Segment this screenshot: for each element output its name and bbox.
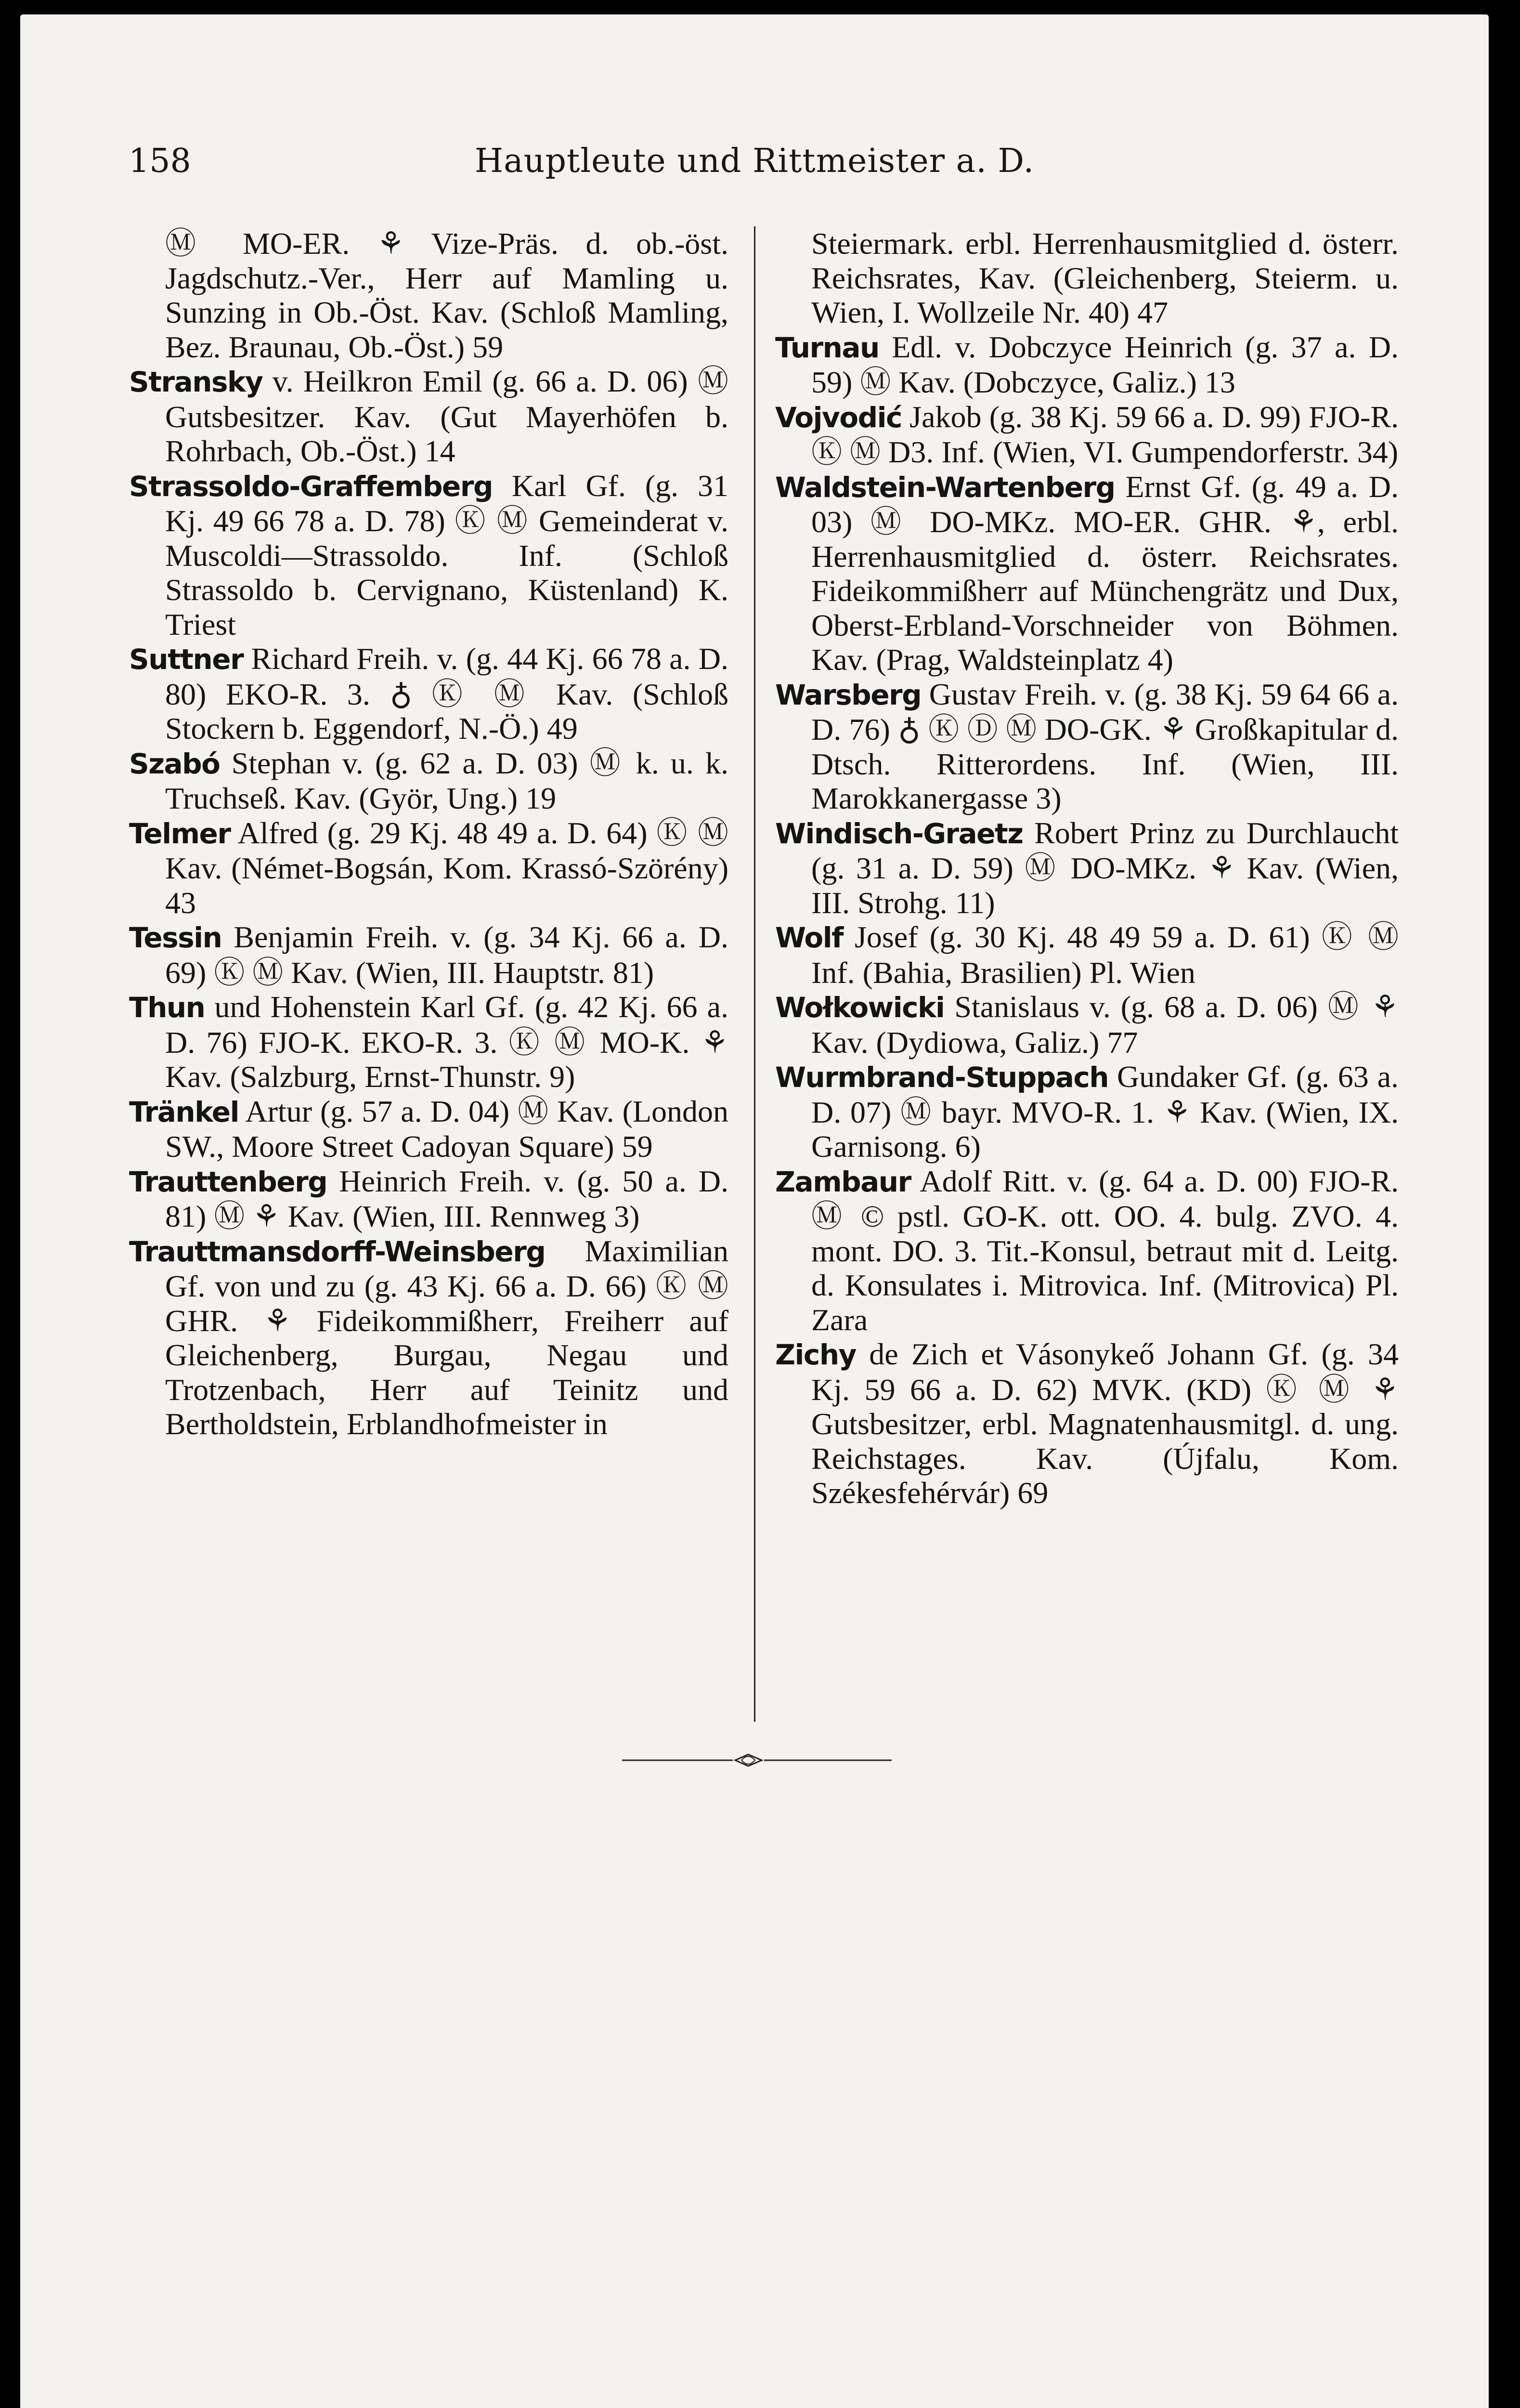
directory-entry [775, 400, 1399, 470]
entry-text: Heinrich Freih. v. (g. 50 a. D. 81) Ⓜ ⚘ Kav. (Wien, III. Rennweg 3) [165, 1164, 728, 1233]
directory-entry [775, 470, 1399, 677]
entry-text: Karl Gf. (g. 31 Kj. 49 66 78 a. D. 78) Ⓚ Ⓜ Gemeinderat v. Muscoldi—Strassoldo. Inf. (Schloß Strassoldo b. Cervignano, Küstenland) K. Triest [165, 468, 728, 641]
entry-surname: Szabó [129, 747, 220, 780]
end-ornament [622, 1751, 892, 1770]
directory-entry [129, 364, 728, 469]
entry-surname: Wołkowicki [775, 991, 945, 1024]
entry-surname: Turnau [775, 331, 879, 364]
entry-text: Ⓜ MO-ER. ⚘ Vize-Präs. d. ob.-öst. Jagdschutz.-Ver., Herr auf Mamling u. Sunzing in Ob.-Öst. Kav. (Schloß Mamling, Bez. Braunau, Ob.-Öst.) 59 [165, 226, 728, 364]
entry-surname: Windisch-Graetz [775, 817, 1023, 850]
left-column [129, 226, 728, 1441]
directory-entry [775, 1164, 1399, 1337]
entry-text: Gundaker Gf. (g. 63 a. D. 07) Ⓜ bayr. MVO-R. 1. ⚘ Kav. (Wien, IX. Garnisong. 6) [811, 1060, 1399, 1164]
entry-text: Stephan v. (g. 62 a. D. 03) Ⓜ k. u. k. Truchseß. Kav. (Györ, Ung.) 19 [165, 746, 728, 815]
column-divider [754, 226, 755, 1722]
entry-surname: Warsberg [775, 678, 922, 711]
entry-text: Alfred (g. 29 Kj. 48 49 a. D. 64) Ⓚ Ⓜ Kav. (Német-Bogsán, Kom. Krassó-Szörény) 43 [165, 815, 728, 920]
entry-surname: Trauttenberg [129, 1165, 327, 1198]
book-page [20, 14, 1489, 2408]
directory-entry [129, 469, 728, 642]
entry-text: de Zich et Vásonykeő Johann Gf. (g. 34 Kj. 59 66 a. D. 62) MVK. (KD) Ⓚ Ⓜ ⚘ Gutsbesitzer, erbl. Magnatenhausmitgl. d. ung. Reichstages. Kav. (Újfalu, Kom. Székesfehérvár) 69 [811, 1337, 1399, 1510]
directory-entry [129, 641, 728, 746]
directory-entry [775, 1337, 1399, 1510]
entry-text: Gustav Freih. v. (g. 38 Kj. 59 64 66 a. D. 76) ♁ Ⓚ Ⓓ Ⓜ DO-GK. ⚘ Großkapitular d. Dtsch. Ritterordens. Inf. (Wien, III. Marokkanergasse 3) [811, 677, 1399, 815]
directory-entry [129, 1234, 728, 1441]
entry-surname: Strassoldo-Graffemberg [129, 470, 493, 503]
directory-entry [129, 990, 728, 1094]
entry-surname: Tränkel [129, 1095, 239, 1128]
directory-entry [129, 1164, 728, 1234]
entry-text: Steiermark. erbl. Herrenhausmitglied d. österr. Reichsrates, Kav. (Gleichenberg, Steierm. u. Wien, I. Wollzeile Nr. 40) 47 [811, 226, 1399, 329]
entry-surname: Tessin [129, 921, 222, 954]
entry-text: Robert Prinz zu Durchlaucht (g. 31 a. D. 59) Ⓜ DO-MKz. ⚘ Kav. (Wien, III. Strohg. 11) [811, 815, 1399, 920]
entry-surname: Stransky [129, 366, 263, 398]
directory-entry [775, 990, 1399, 1060]
directory-entry [129, 746, 728, 816]
entry-text: Jakob (g. 38 Kj. 59 66 a. D. 99) FJO-R. Ⓚ Ⓜ D3. Inf. (Wien, VI. Gumpendorferstr. 34) [811, 399, 1399, 469]
entry-text: Ernst Gf. (g. 49 a. D. 03) Ⓜ DO-MKz. MO-ER. GHR. ⚘, erbl. Herrenhausmitglied d. österr. Reichsrates. Fideikommißherr auf Münchengrätz und Dux, Oberst-Erbland-Vorschneider von Böhmen. Kav. (Prag, Waldsteinplatz 4) [811, 469, 1399, 677]
right-column [775, 226, 1399, 1510]
entry-continuation [129, 226, 728, 364]
directory-entry [775, 330, 1399, 400]
entry-text: Adolf Ritt. v. (g. 64 a. D. 00) FJO-R. Ⓜ © pstl. GO-K. ott. OO. 4. bulg. ZVO. 4. mont. DO. 3. Tit.-Konsul, betraut mit d. Leitg. d. Konsulates i. Mitrovica. Inf. (Mitrovica) Pl. Zara [811, 1164, 1399, 1337]
page-number: 158 [129, 142, 191, 180]
entry-text: Josef (g. 30 Kj. 48 49 59 a. D. 61) Ⓚ Ⓜ Inf. (Bahia, Brasilien) Pl. Wien [811, 920, 1399, 990]
entry-text: Richard Freih. v. (g. 44 Kj. 66 78 a. D. 80) EKO-R. 3. ♁ Ⓚ Ⓜ Kav. (Schloß Stockern b. Eggendorf, N.-Ö.) 49 [165, 641, 728, 746]
directory-entry [775, 1060, 1399, 1164]
entry-surname: Zichy [775, 1338, 856, 1371]
directory-entry [775, 677, 1399, 816]
entry-text: Stanislaus v. (g. 68 a. D. 06) Ⓜ ⚘ Kav. (Dydiowa, Galiz.) 77 [811, 990, 1399, 1060]
directory-entry [129, 920, 728, 990]
entry-surname: Wolf [775, 921, 843, 954]
entry-text: Artur (g. 57 a. D. 04) Ⓜ Kav. (London SW., Moore Street Cadoyan Square) 59 [165, 1094, 728, 1164]
directory-entry [129, 816, 728, 920]
entry-surname: Trauttmansdorff-Weinsberg [129, 1235, 546, 1268]
entry-surname: Waldstein-Wartenberg [775, 471, 1115, 504]
entry-surname: Wurmbrand-Stuppach [775, 1061, 1109, 1094]
entry-surname: Zambaur [775, 1165, 911, 1198]
entry-text: Edl. v. Dobczyce Heinrich (g. 37 a. D. 59) Ⓜ Kav. (Dobczyce, Galiz.) 13 [811, 329, 1399, 399]
entry-surname: Telmer [129, 817, 231, 850]
entry-surname: Thun [129, 991, 205, 1024]
entry-surname: Vojvodić [775, 401, 902, 434]
directory-entry [775, 816, 1399, 920]
entry-text: Benjamin Freih. v. (g. 34 Kj. 66 a. D. 69) Ⓚ Ⓜ Kav. (Wien, III. Hauptstr. 81) [165, 920, 728, 990]
entry-text: v. Heilkron Emil (g. 66 a. D. 06) Ⓜ Gutsbesitzer. Kav. (Gut Mayerhöfen b. Rohrbach, Ob.-Öst.) 14 [165, 364, 728, 468]
entry-continuation [775, 226, 1399, 330]
directory-entry [129, 1094, 728, 1164]
directory-entry [775, 920, 1399, 990]
entry-text: Maximilian Gf. von und zu (g. 43 Kj. 66 a. D. 66) Ⓚ Ⓜ GHR. ⚘ Fideikommißherr, Freiherr auf Gleichenberg, Burgau, Negau und Trotzenbach, Herr auf Teinitz und Bertholdstein, Erblandhofmeister in [165, 1233, 728, 1441]
entry-surname: Suttner [129, 643, 244, 676]
entry-text: und Hohenstein Karl Gf. (g. 42 Kj. 66 a. D. 76) FJO-K. EKO-R. 3. Ⓚ Ⓜ MO-K. ⚘ Kav. (Salzburg, Ernst-Thunstr. 9) [165, 990, 728, 1094]
running-title: Hauptleute und Rittmeister a. D. [474, 142, 1035, 180]
